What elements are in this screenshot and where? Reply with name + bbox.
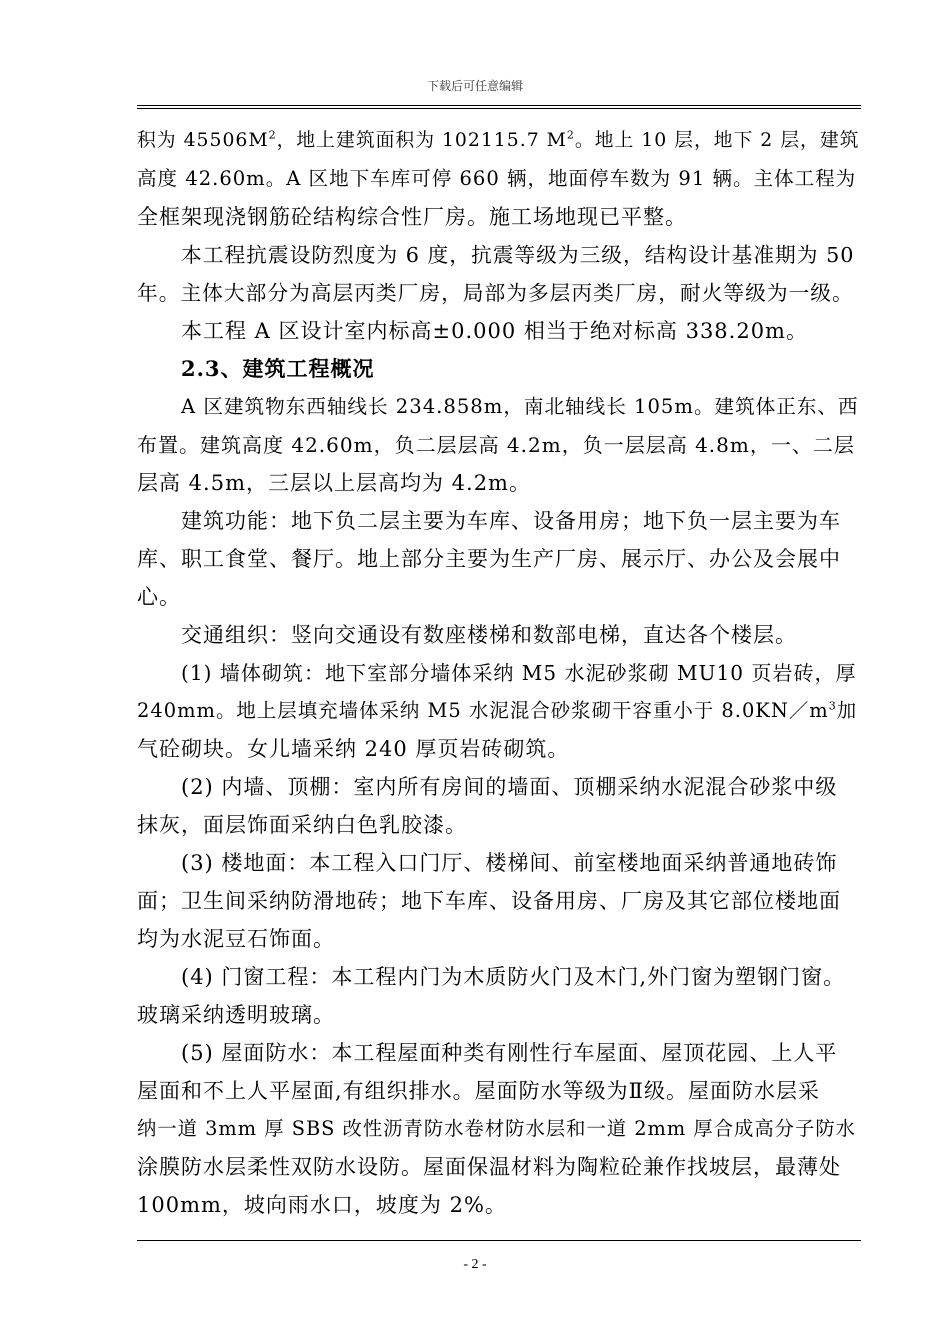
page-header: 下载后可任意编辑 xyxy=(426,79,523,93)
text-line: 240mm。地上层填充墙体采纳 M5 水泥混合砂浆砌干容重小于 $8.0KN/m^3$加 xyxy=(137,699,858,722)
text-line: 抹灰，面层饰面采纳白色乳胶漆。 xyxy=(137,813,467,837)
document-body xyxy=(137,122,861,1224)
text-line: 玻璃采纳透明玻璃。 xyxy=(137,1003,335,1027)
text-line: (3) 楼地面：本工程入口门厅、楼梯间、前室楼地面采纳普通地砖饰 xyxy=(181,851,838,875)
text-line: 层高 4.5m，三层以上层高均为 4.2m。 xyxy=(137,471,531,495)
text-line: 积为 $45506M^2$，地上建筑面积为 102115.7 $M^2$。地上 10 层，地下 2 层，建筑 xyxy=(137,128,860,151)
text-line: 全框架现浇钢筋砼结构综合性厂房。施工场地现已平整。 xyxy=(137,205,687,229)
text-line: 屋面和不上人平屋面,有组织排水。屋面防水等级为Ⅱ级。屋面防水层采 xyxy=(137,1079,820,1103)
page-number: - 2 - xyxy=(463,1257,487,1272)
text-line: (5) 屋面防水：本工程屋面种类有刚性行车屋面、屋顶花园、上人平 xyxy=(181,1041,838,1065)
text-line: A 区建筑物东西轴线长 234.858m，南北轴线长 105m。建筑体正东、西 xyxy=(181,395,859,418)
text-line: 本工程抗震设防烈度为 6 度，抗震等级为三级，结构设计基准期为 50 xyxy=(181,243,855,267)
section-heading: 2.3、建筑工程概况 xyxy=(181,356,375,381)
text-line: 纳一道 3mm 厚 SBS 改性沥青防水卷材防水层和一道 2mm 厚合成高分子防水 xyxy=(137,1117,856,1140)
text-line: 面；卫生间采纳防滑地砖；地下车库、设备用房、厂房及其它部位楼地面 xyxy=(137,889,841,913)
text-line: 均为水泥豆石饰面。 xyxy=(137,927,335,951)
text-line: 本工程 A 区设计室内标高±0.000 相当于绝对标高 338.20m。 xyxy=(181,319,808,343)
text-line: 高度 42.60m。A 区地下车库可停 660 辆，地面停车数为 91 辆。主体工程为 xyxy=(137,167,857,190)
text-line: 心。 xyxy=(137,585,181,609)
text-line: (4) 门窗工程：本工程内门为木质防火门及木门,外门窗为塑钢门窗。 xyxy=(181,965,846,989)
text-line: 布置。建筑高度 42.60m，负二层层高 4.2m，负一层层高 4.8m，一、二层 xyxy=(137,433,855,457)
text-line: 交通组织：竖向交通设有数座楼梯和数部电梯，直达各个楼层。 xyxy=(181,623,797,647)
text-line: (1) 墙体砌筑：地下室部分墙体采纳 M5 水泥砂浆砌 MU10 页岩砖，厚 xyxy=(181,661,857,685)
text-line: 气砼砌块。女儿墙采纳 240 厚页岩砖砌筑。 xyxy=(137,737,570,761)
text-line: 涂膜防水层柔性双防水设防。屋面保温材料为陶粒砼兼作找坡层，最薄处 xyxy=(137,1155,841,1179)
text-line: 建筑功能：地下负二层主要为车库、设备用房；地下负一层主要为车 xyxy=(181,509,841,533)
header-divider xyxy=(137,105,861,109)
text-line: 库、职工食堂、餐厅。地上部分主要为生产厂房、展示厅、办公及会展中 xyxy=(137,547,841,571)
text-line: 100mm，坡向雨水口，坡度为 2%。 xyxy=(137,1193,507,1217)
text-line: 年。主体大部分为高层丙类厂房，局部为多层丙类厂房，耐火等级为一级。 xyxy=(137,281,854,305)
footer-divider xyxy=(137,1240,861,1241)
text-line: (2) 内墙、顶棚：室内所有房间的墙面、顶棚采纳水泥混合砂浆中级 xyxy=(181,775,838,799)
